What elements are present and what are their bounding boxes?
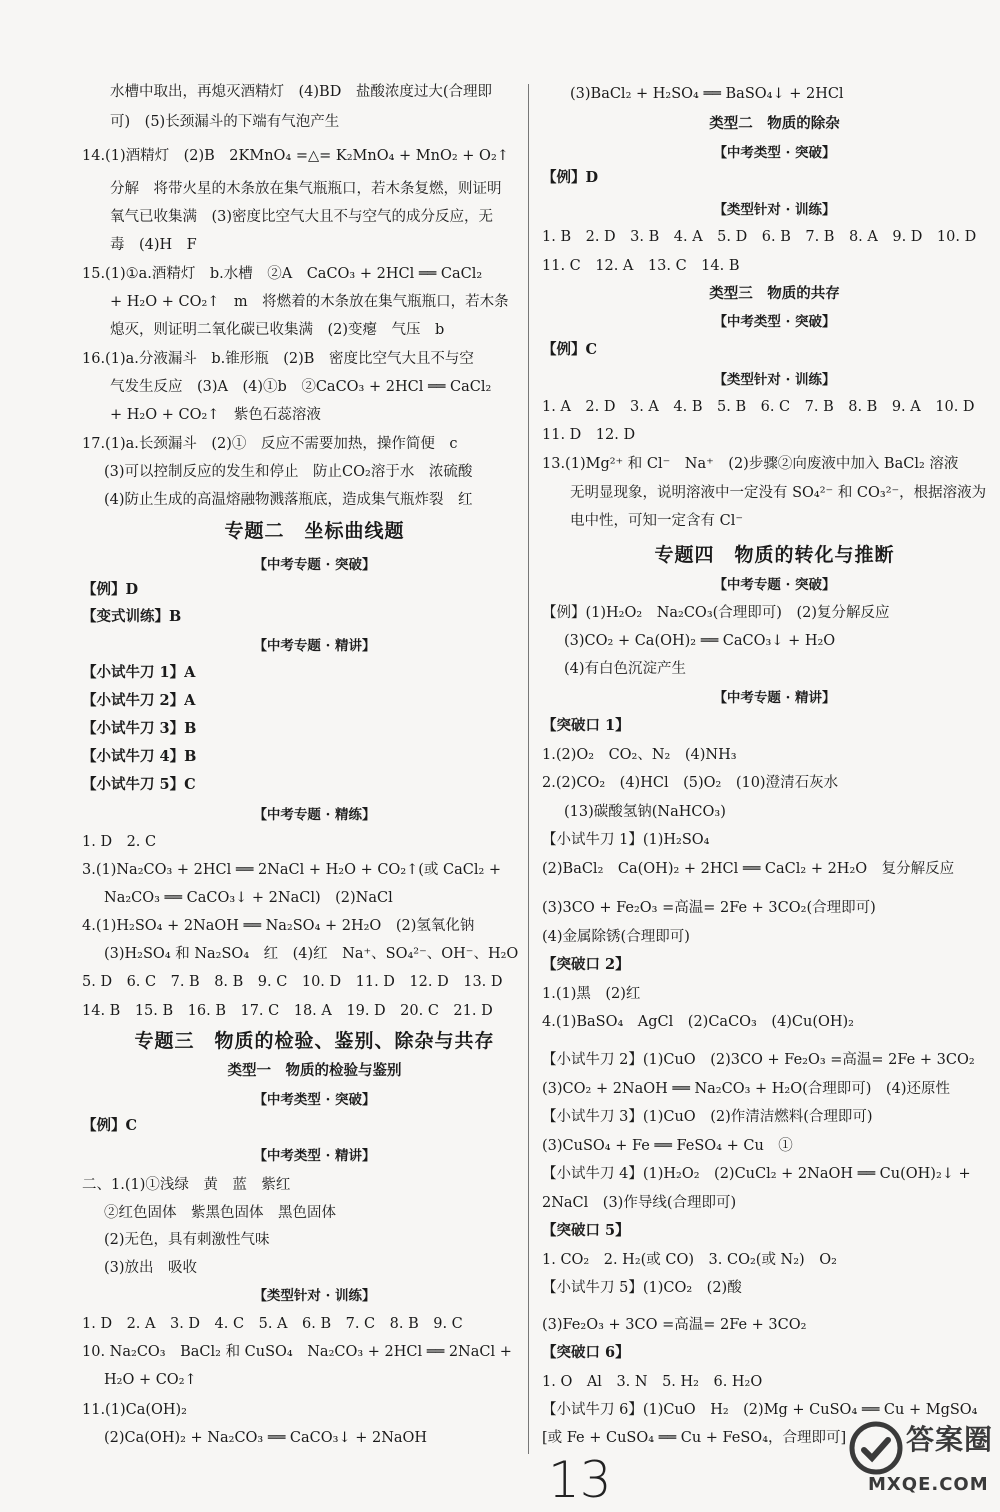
left-line: 水槽中取出，再熄灭酒精灯 (4)BD 盐酸浓度过大(合理即: [110, 84, 492, 100]
left-line: 【小试牛刀 3】B: [82, 720, 197, 737]
right-line: 2NaCl (3)作导线(合理即可): [542, 1195, 737, 1211]
watermark-url: MXQE.COM: [868, 1474, 989, 1495]
right-line: 【小试牛刀 2】(1)CuO (2)3CO + Fe₂O₃ =高温= 2Fe + 3CO₂: [542, 1052, 975, 1068]
left-line: 二、1.(1)①浅绿 黄 蓝 紫红: [82, 1177, 291, 1193]
right-line: (2)BaCl₂ Ca(OH)₂ + 2HCl ══ CaCl₂ + 2H₂O 复分解反应: [542, 861, 955, 877]
left-line: 【例】C: [82, 1117, 138, 1134]
right-line: 【小试牛刀 4】(1)H₂O₂ (2)CuCl₂ + 2NaOH ══ Cu(OH)₂↓ +: [542, 1166, 971, 1182]
left-line: Na₂CO₃ ══ CaCO₃↓ + 2NaCl) (2)NaCl: [104, 890, 393, 906]
left-line: 【类型针对 · 训练】: [253, 1288, 376, 1304]
left-line: (3)放出 吸收: [104, 1260, 198, 1276]
right-line: 【小试牛刀 3】(1)CuO (2)作清洁燃料(合理即可): [542, 1109, 873, 1125]
right-line: [或 Fe + CuSO₄ ══ Cu + FeSO₄，合理即可]: [542, 1430, 847, 1446]
left-line: 【小试牛刀 5】C: [82, 776, 196, 793]
left-line: 1. D 2. C: [82, 834, 157, 850]
left-line: 类型一 物质的检验与鉴别: [227, 1062, 402, 1079]
right-line: 【小试牛刀 6】(1)CuO H₂ (2)Mg + CuSO₄ ══ Cu + MgSO₄: [542, 1402, 978, 1418]
right-line: 1. CO₂ 2. H₂(或 CO) 3. CO₂(或 N₂) O₂: [542, 1252, 837, 1268]
right-line: 【中考专题 · 突破】: [713, 577, 836, 593]
right-line: (3)CuSO₄ + Fe ══ FeSO₄ + Cu ①: [542, 1138, 793, 1154]
left-line: 14.(1)酒精灯 (2)B 2KMnO₄ =△= K₂MnO₄ + MnO₂ + O₂↑: [82, 148, 509, 164]
left-line: ②红色固体 紫黑色固体 黑色固体: [104, 1205, 336, 1221]
right-line: 电中性，可知一定含有 Cl⁻: [570, 513, 743, 529]
right-line: 【突破口 5】: [542, 1222, 630, 1239]
right-line: 【类型针对 · 训练】: [713, 372, 836, 388]
left-line: 气发生反应 (3)A (4)①b ②CaCO₃ + 2HCl ══ CaCl₂: [110, 379, 492, 395]
left-line: (3)H₂SO₄ 和 Na₂SO₄ 红 (4)红 Na⁺、SO₄²⁻、OH⁻、H₂O: [104, 946, 519, 962]
right-line: 1. B 2. D 3. B 4. A 5. D 6. B 7. B 8. A 9. D 10. D: [542, 229, 977, 245]
left-line: 【例】D: [82, 581, 139, 598]
right-line: 【小试牛刀 5】(1)CO₂ (2)酸: [542, 1280, 742, 1296]
right-line: 类型三 物质的共存: [709, 285, 840, 302]
left-line: 氧气已收集满 (3)密度比空气大且不与空气的成分反应，无: [110, 209, 494, 225]
right-line: 4.(1)BaSO₄ AgCl (2)CaCO₃ (4)Cu(OH)₂: [542, 1014, 854, 1030]
right-line: 【突破口 2】: [542, 956, 630, 973]
watermark-logo: [846, 1418, 996, 1504]
left-line: (2)Ca(OH)₂ + Na₂CO₃ ══ CaCO₃↓ + 2NaOH: [104, 1430, 428, 1446]
right-line: 11. C 12. A 13. C 14. B: [542, 258, 740, 274]
left-line: 【小试牛刀 2】A: [82, 692, 196, 709]
right-line: 【小试牛刀 1】(1)H₂SO₄: [542, 832, 710, 848]
left-line: 1. D 2. A 3. D 4. C 5. A 6. B 7. C 8. B 9. C: [82, 1316, 463, 1332]
right-line: (3)CO₂ + 2NaOH ══ Na₂CO₃ + H₂O(合理即可) (4)还原性: [542, 1081, 950, 1097]
right-line: 【中考类型 · 突破】: [713, 314, 836, 330]
left-line: 3.(1)Na₂CO₃ + 2HCl ══ 2NaCl + H₂O + CO₂↑(或 CaCl₂ +: [82, 862, 502, 878]
left-line: 15.(1)①a.酒精灯 b.水槽 ②A CaCO₃ + 2HCl ══ CaCl₂: [82, 266, 483, 282]
left-line: 熄灭，则证明二氧化碳已收集满 (2)变瘪 气压 b: [110, 322, 445, 338]
right-line: 【例】C: [542, 341, 598, 358]
right-line: 1.(1)黑 (2)红: [542, 986, 641, 1002]
left-line: (4)防止生成的高温熔融物溅落瓶底，造成集气瓶炸裂 红: [104, 492, 473, 508]
right-line: 【中考专题 · 精讲】: [713, 690, 836, 706]
left-line: 4.(1)H₂SO₄ + 2NaOH ══ Na₂SO₄ + 2H₂O (2)氢氧化钠: [82, 918, 475, 934]
right-line: 【突破口 6】: [542, 1344, 630, 1361]
left-line: 【中考专题 · 精讲】: [253, 638, 376, 654]
right-line: 类型二 物质的除杂: [709, 115, 840, 132]
right-line: 1.(2)O₂ CO₂、N₂ (4)NH₃: [542, 747, 737, 763]
left-line: 【变式训练】B: [82, 608, 182, 625]
right-line: (4)有白色沉淀产生: [564, 661, 687, 677]
left-line: 14. B 15. B 16. B 17. C 18. A 19. D 20. C 21. D: [82, 1003, 493, 1019]
left-line: 专题二 坐标曲线题: [224, 520, 405, 542]
right-line: (3)3CO + Fe₂O₃ =高温= 2Fe + 3CO₂(合理即可): [542, 900, 876, 916]
right-line: 【例】D: [542, 169, 599, 186]
right-line: (3)CO₂ + Ca(OH)₂ ══ CaCO₃↓ + H₂O: [564, 633, 836, 649]
left-line: 11.(1)Ca(OH)₂: [82, 1402, 187, 1418]
right-line: (4)金属除锈(合理即可): [542, 929, 690, 945]
left-line: 可) (5)长颈漏斗的下端有气泡产生: [110, 114, 340, 130]
left-line: H₂O + CO₂↑: [104, 1372, 197, 1388]
left-line: + H₂O + CO₂↑ m 将燃着的木条放在集气瓶瓶口，若木条: [110, 294, 509, 310]
left-line: 【中考类型 · 精讲】: [253, 1148, 376, 1164]
right-line: 【类型针对 · 训练】: [713, 202, 836, 218]
left-line: 【中考类型 · 突破】: [253, 1092, 376, 1108]
right-line: 1. O Al 3. N 5. H₂ 6. H₂O: [542, 1374, 763, 1390]
left-line: 专题三 物质的检验、鉴别、除杂与共存: [134, 1030, 495, 1052]
right-line: 1. A 2. D 3. A 4. B 5. B 6. C 7. B 8. B 9. A 10. D: [542, 399, 975, 415]
column-divider: [528, 84, 529, 1454]
left-line: + H₂O + CO₂↑ 紫色石蕊溶液: [110, 407, 321, 423]
right-line: (3)BaCl₂ + H₂SO₄ ══ BaSO₄↓ + 2HCl: [570, 86, 844, 102]
left-line: 分解 将带火星的木条放在集气瓶瓶口，若木条复燃，则证明: [110, 181, 502, 197]
right-line: 无明显现象，说明溶液中一定没有 SO₄²⁻ 和 CO₃²⁻，根据溶液为: [570, 485, 987, 501]
left-line: 10. Na₂CO₃ BaCl₂ 和 CuSO₄ Na₂CO₃ + 2HCl ══ 2NaCl +: [82, 1344, 512, 1360]
right-line: 【突破口 1】: [542, 717, 630, 734]
right-line: 11. D 12. D: [542, 427, 636, 443]
left-line: 【中考专题 · 精练】: [253, 807, 376, 823]
right-line: 【例】(1)H₂O₂ Na₂CO₃(合理即可) (2)复分解反应: [542, 605, 890, 621]
right-line: (13)碳酸氢钠(NaHCO₃): [564, 804, 726, 820]
page-number: 13: [548, 1451, 612, 1509]
right-line: (3)Fe₂O₃ + 3CO =高温= 2Fe + 3CO₂: [542, 1317, 807, 1333]
right-line: 【中考类型 · 突破】: [713, 145, 836, 161]
right-line: 专题四 物质的转化与推断: [654, 544, 895, 566]
left-line: 【小试牛刀 4】B: [82, 748, 197, 765]
right-line: 13.(1)Mg²⁺ 和 Cl⁻ Na⁺ (2)步骤②向废液中加入 BaCl₂ 溶液: [542, 456, 959, 472]
right-line: 2.(2)CO₂ (4)HCl (5)O₂ (10)澄清石灰水: [542, 775, 839, 791]
left-line: 毒 (4)H F: [110, 237, 197, 253]
left-line: 5. D 6. C 7. B 8. B 9. C 10. D 11. D 12. D 13. D: [82, 974, 503, 990]
left-line: (2)无色，具有刺激性气味: [104, 1232, 270, 1248]
left-line: 【小试牛刀 1】A: [82, 664, 196, 681]
watermark-text: 答案圈: [906, 1423, 994, 1456]
left-line: (3)可以控制反应的发生和停止 防止CO₂溶于水 浓硫酸: [104, 464, 473, 480]
watermark-badge-icon: [846, 1418, 906, 1478]
left-line: 16.(1)a.分液漏斗 b.锥形瓶 (2)B 密度比空气大且不与空: [82, 351, 474, 367]
left-line: 【中考专题 · 突破】: [253, 557, 376, 573]
left-line: 17.(1)a.长颈漏斗 (2)① 反应不需要加热，操作简便 c: [82, 436, 458, 452]
